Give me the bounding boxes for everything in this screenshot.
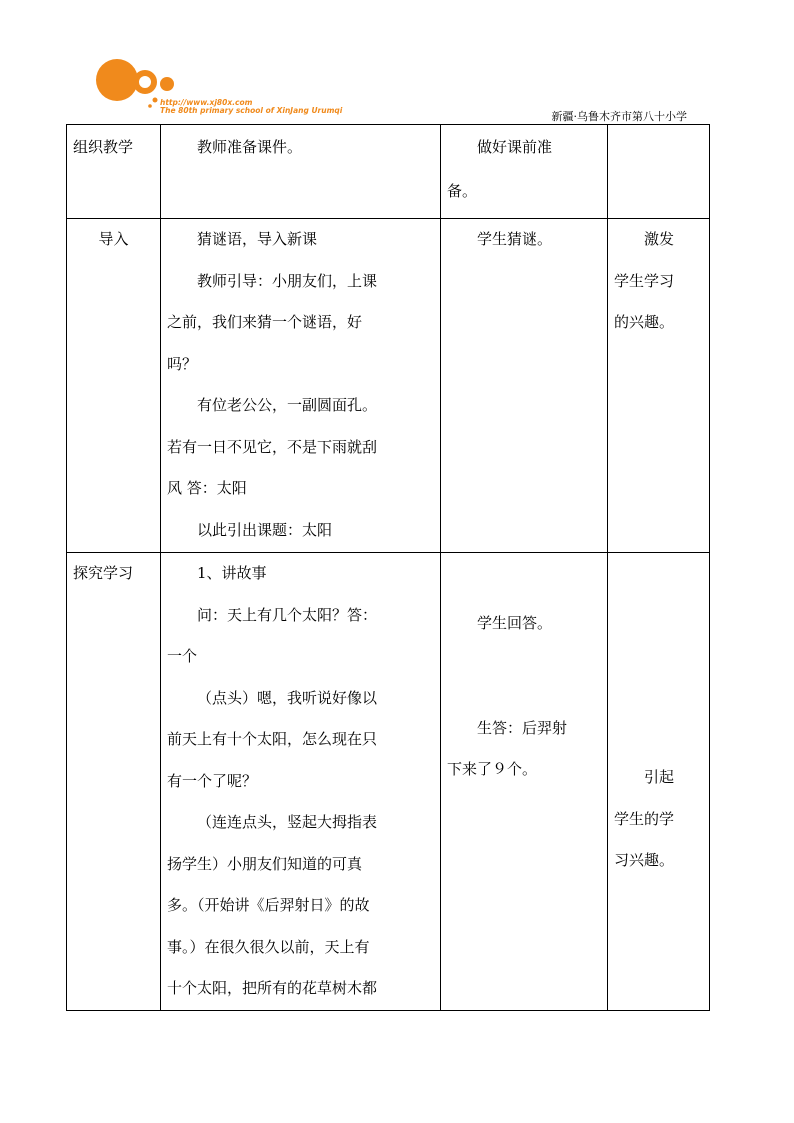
teacher-line: 若有一日不见它，不是下雨就刮: [167, 437, 378, 456]
teacher-line: 多。（开始讲《后羿射日》的故: [167, 896, 370, 914]
table-row: [67, 125, 710, 219]
teacher-activity-cell: [161, 219, 441, 553]
purpose-line: 习兴趣。: [614, 851, 675, 869]
teacher-line: 猜谜语，导入新课: [197, 230, 318, 248]
lesson-plan-table: [66, 124, 710, 1011]
purpose-cell: [608, 125, 710, 219]
stage-cell: [67, 219, 161, 553]
purpose-line: 的兴趣。: [614, 313, 675, 331]
teacher-line: 风 答：太阳: [167, 479, 247, 497]
teacher-line: 一个: [167, 647, 198, 665]
teacher-line: 吗？: [167, 354, 198, 373]
teacher-line: 教师引导：小朋友们，上课: [197, 271, 378, 290]
teacher-line: 问：天上有几个太阳？答：: [197, 605, 378, 624]
purpose-line: 激发: [644, 230, 675, 248]
school-name: 新疆·乌鲁木齐市第八十小学: [551, 110, 687, 123]
stage-cell: [67, 553, 161, 1011]
teacher-activity-cell: [161, 125, 441, 219]
student-activity-cell: [441, 553, 608, 1011]
teacher-line: 有一个了呢？: [167, 771, 258, 790]
student-line: 下来了９个。: [447, 760, 538, 778]
student-line: 学生猜谜。: [477, 230, 553, 248]
teacher-line: （点头）嗯，我听说好像以: [197, 688, 378, 707]
stage-label: 导入: [98, 230, 129, 248]
student-line: 备。: [447, 182, 478, 200]
teacher-activity-cell: [161, 553, 441, 1011]
teacher-line: 以此引出课题：太阳: [197, 520, 333, 539]
teacher-line: 扬学生）小朋友们知道的可真: [167, 854, 363, 873]
student-activity-cell: [441, 219, 608, 553]
page-header: [0, 0, 794, 125]
logo-text: [160, 99, 342, 115]
logo-school-line: The 80th primary school of XinJang Urumqi: [160, 106, 343, 115]
table-row: [67, 219, 710, 553]
teacher-line: 之前，我们来猜一个谜语，好: [167, 313, 363, 331]
teacher-line: 教师准备课件。: [197, 138, 303, 156]
student-activity-cell: [441, 125, 608, 219]
purpose-line: 学生学习: [614, 271, 675, 290]
teacher-line: 有位老公公，一副圆面孔。: [197, 396, 378, 414]
purpose-line: 学生的学: [614, 809, 675, 828]
purpose-cell: [608, 553, 710, 1011]
teacher-line: 前天上有十个太阳，怎么现在只: [167, 730, 378, 748]
teacher-line: （连连点头，竖起大拇指表: [197, 813, 378, 831]
purpose-cell: [608, 219, 710, 553]
student-line: 生答：后羿射: [477, 718, 568, 737]
stage-label: 探究学习: [73, 564, 134, 582]
student-line: 学生回答。: [477, 614, 553, 632]
teacher-line: 事。）在很久很久以前，天上有: [167, 937, 370, 956]
teacher-line: 1、讲故事: [197, 564, 267, 582]
teacher-line: 十个太阳，把所有的花草树木都: [167, 979, 378, 997]
student-line: 做好课前准: [477, 138, 553, 156]
stage-label: 组织教学: [73, 138, 134, 156]
purpose-line: 引起: [644, 768, 675, 786]
table-row: [67, 553, 710, 1011]
logo-url-line: http://www.xj80x.com: [160, 98, 253, 107]
stage-cell: [67, 125, 161, 219]
